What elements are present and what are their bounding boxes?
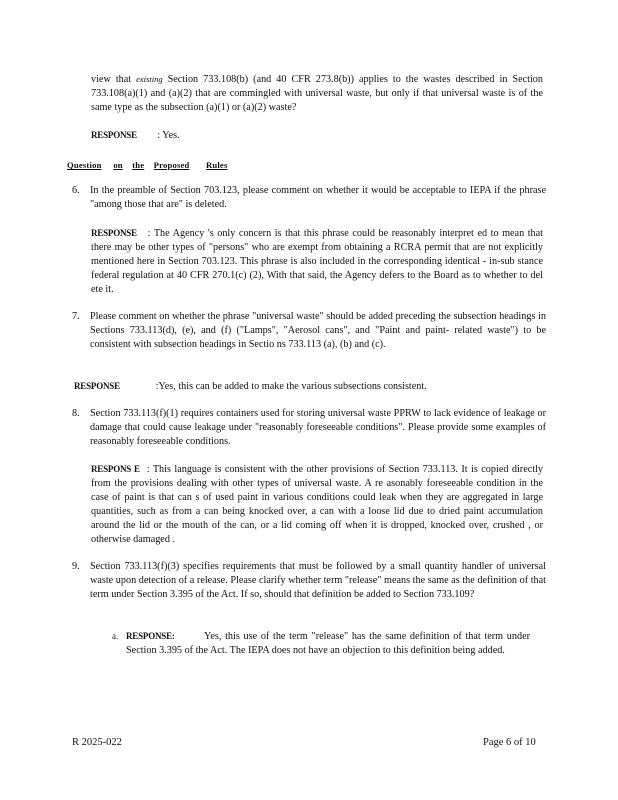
heading-word: Question [67, 160, 102, 170]
intro-paragraph [91, 72, 543, 115]
response-text: : This language is consistent with the other provisions of Section 733.113. It is copied directly from the provisions dealing with other types of universal waste. A re asonably foreseeable condition in the case of paint is that can s of used paint in various conditions could leak when they are aggregated in large quantities, such as from a can being knocked over, a can with a loose lid due to dried paint accumulation around the lid or the mouth of the can, or a lid coming off when it is dropped, knocked over, crushed , or otherwise damaged . [91, 464, 543, 545]
response-7 [74, 379, 544, 394]
question-number: 6. [72, 185, 80, 196]
response-6 [91, 226, 543, 297]
heading-word: on [113, 160, 123, 170]
section-heading [67, 158, 237, 172]
intro-text-end: Section 733.108(b) (and 40 CFR 273.8(b)) applies to the wastes described in Section 733.108(a)(1) and (a)(2) that are commingled with universal waste, but only if that universal waste is of the same type as the subsection (a)(1) or (a)(2) waste? [91, 74, 543, 113]
docket-number: R 2025-022 [72, 737, 122, 748]
response-label: RESPONSE [74, 381, 120, 391]
question-text: Please comment on whether the phrase "universal waste" should be added preceding the subsection headings in Sections 733.113(d), (e), and (f) ("Lamps", "Aerosol cans", and "Paint and paint- related waste") to be consistent with subsection headings in Sectio ns 733.113 (a), (b) and (c). [90, 311, 546, 350]
question-text: Section 733.113(f)(1) requires containers used for storing universal waste PPRW to lack evidence of leakage or damage that could cause leakage under "reasonably foreseeable conditions". Please provide some examples of reasonably foreseeable conditions. [90, 408, 546, 447]
heading-word: Rules [205, 160, 228, 170]
response-text: : The Agency 's only concern is that this phrase could be reasonably interpret ed to mean that there may be other types of "persons" who are exempt from obtaining a RCRA permit that are not explicitly mentioned here in Section 703.123. This phrase is also included in the corresponding identical - in-sub stance federal regulation at 40 CFR 270.1(c) (2), With that said, the Agency defers to the Board as to whether to del ete it. [91, 228, 543, 295]
question-number: 9. [72, 561, 80, 572]
question-number: 8. [72, 408, 80, 419]
response-label: RESPONSE: [126, 631, 175, 641]
response-label: RESPONS E [91, 464, 140, 474]
page-number: Page 6 of 10 [483, 737, 536, 748]
intro-text-start: view that [91, 74, 137, 85]
response-label: RESPONSE [91, 228, 137, 238]
question-text: Section 733.113(f)(3) specifies requirements that must be followed by a small quantity handler of universal waste upon detection of a release. Please clarify whether term "release" means the same as the definition of that term under Section 3.395 of the Act. If so, should that definition be added to Section 733.109? [90, 561, 546, 600]
response-yes [91, 128, 543, 143]
response-text: Yes, this use of the term "release" has the same definition of that term under Section 3.395 of the Act. The IEPA does not have an objection to this definition being added. [126, 631, 530, 656]
sub-item-letter: a. [112, 631, 119, 641]
intro-italic-word: existing [136, 74, 163, 84]
response-8 [91, 462, 543, 547]
question-number: 7. [72, 311, 80, 322]
response-text: :Yes, this can be added to make the various subsections consistent. [155, 381, 427, 392]
response-text: : Yes. [157, 130, 180, 141]
question-text: In the preamble of Section 703.123, please comment on whether it would be acceptable to IEPA if the phrase "among those that are" is deleted. [90, 185, 546, 210]
response-label: RESPONSE [91, 130, 137, 140]
heading-word: Proposed [153, 160, 190, 170]
heading-word: the [132, 160, 145, 170]
